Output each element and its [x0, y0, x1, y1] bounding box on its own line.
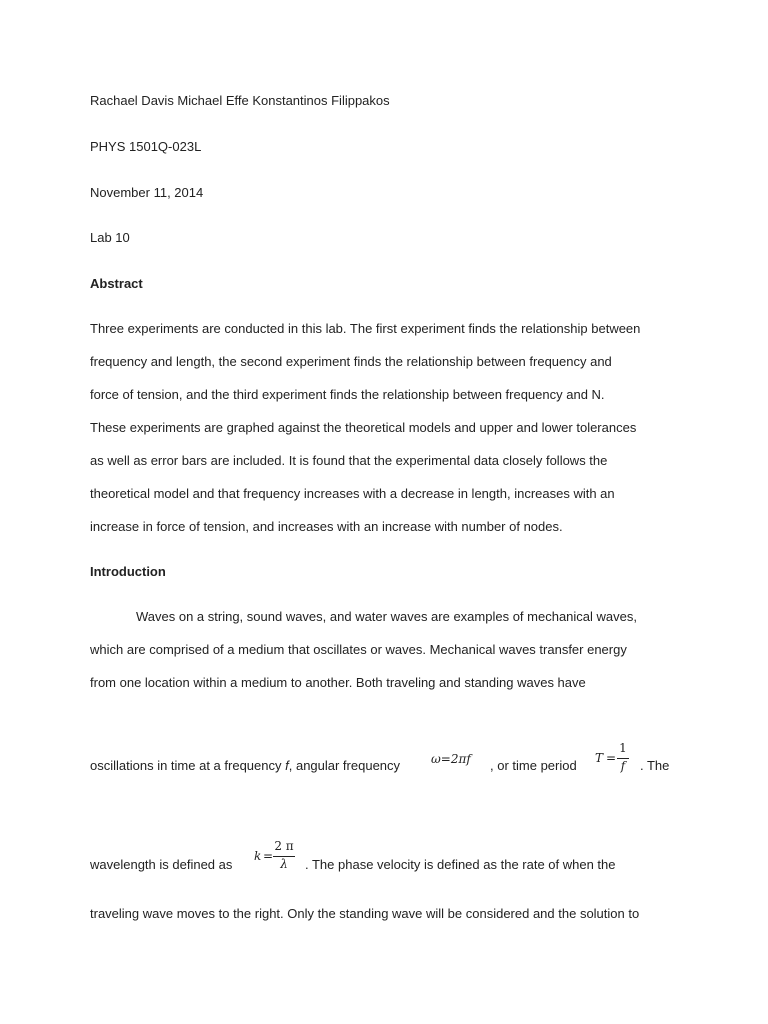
abstract-line: force of tension, and the third experiment finds the relationship between frequency and N. — [90, 387, 605, 402]
time-period-text: , or time period — [490, 758, 577, 773]
intro-line: which are comprised of a medium that oscillates or waves. Mechanical waves transfer energy — [90, 642, 627, 657]
wavenumber-equals: = — [263, 849, 274, 863]
abstract-line: theoretical model and that frequency increases with a decrease in length, increases with an — [90, 486, 615, 501]
phase-velocity-text: . The phase velocity is defined as the rate of when the — [305, 857, 616, 872]
abstract-line: increase in force of tension, and increases with an increase with number of nodes. — [90, 519, 563, 534]
wavenumber-numerator: 2 π — [274, 839, 294, 853]
course-line: PHYS 1501Q-023L — [90, 139, 202, 154]
period-fraction — [617, 742, 629, 776]
lab-line: Lab 10 — [90, 230, 130, 245]
abstract-line: frequency and length, the second experiment finds the relationship between frequency and — [90, 354, 612, 369]
authors-line: Rachael Davis Michael Effe Konstantinos Filippakos — [90, 93, 390, 108]
abstract-line: as well as error bars are included. It is found that the experimental data closely follows the — [90, 453, 608, 468]
abstract-heading: Abstract — [90, 276, 143, 291]
abstract-line: These experiments are graphed against the theoretical models and upper and lower tolerances — [90, 420, 637, 435]
introduction-heading: Introduction — [90, 564, 166, 579]
period-equals: = — [606, 751, 617, 765]
wavenumber-symbol: k — [254, 849, 262, 863]
intro-line: from one location within a medium to another. Both traveling and standing waves have — [90, 675, 586, 690]
intro-line: Waves on a string, sound waves, and water waves are examples of mechanical waves, — [136, 609, 637, 624]
intro-line: traveling wave moves to the right. Only the standing wave will be considered and the solution to — [90, 906, 640, 921]
period-numerator: 1 — [619, 741, 627, 755]
wavenumber-fraction — [273, 840, 295, 874]
wavenumber-denominator: λ — [280, 857, 288, 871]
period-symbol: T — [595, 751, 604, 765]
angular-frequency-equation: ω=2πf — [431, 752, 471, 766]
oscillation-line: oscillations in time at a frequency f, angular frequency — [90, 758, 401, 773]
wavelength-text: wavelength is defined as — [90, 857, 233, 872]
oscillation-line-end: . The — [640, 758, 670, 773]
abstract-line: Three experiments are conducted in this lab. The first experiment finds the relationship between — [90, 321, 641, 336]
frequency-symbol: f — [285, 758, 289, 773]
date-line: November 11, 2014 — [90, 185, 204, 200]
period-denominator: f — [620, 759, 626, 773]
